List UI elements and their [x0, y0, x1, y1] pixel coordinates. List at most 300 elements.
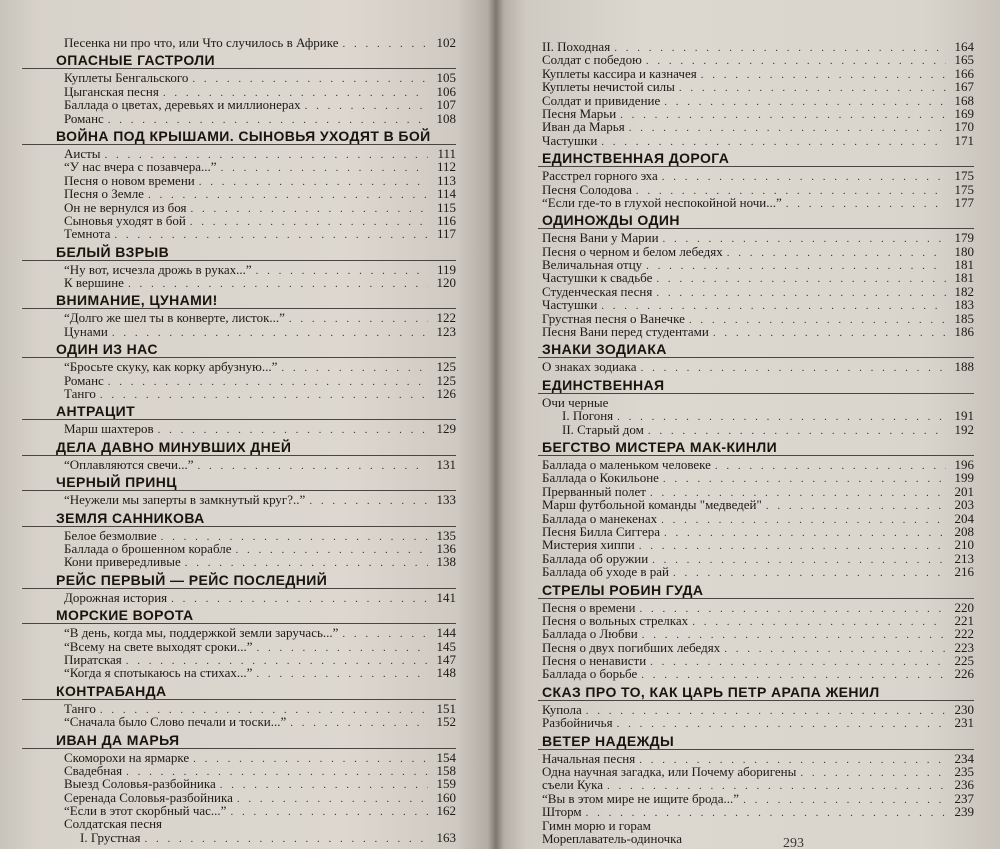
leader-dots — [192, 73, 428, 86]
toc-entry-title: Баллада о манекенах — [542, 510, 658, 526]
toc-entry-page: 192 — [954, 421, 974, 437]
section-heading: ДЕЛА ДАВНО МИНУВШИХ ДНЕЙ — [22, 439, 456, 456]
toc-entry-title: Песня Вани перед студентами — [542, 324, 709, 340]
toc-entry — [538, 312, 974, 325]
toc-entry-title: “Бросьте скуку, как корку арбузную...” — [64, 359, 278, 375]
toc-entry-page: 201 — [954, 483, 974, 499]
toc-entry-page: 136 — [436, 540, 456, 556]
toc-entry — [22, 374, 456, 387]
toc-entry-page: 177 — [954, 194, 974, 210]
section-heading: СКАЗ ПРО ТО, КАК ЦАРЬ ПЕТР АРАПА ЖЕНИЛ — [538, 684, 974, 701]
toc-entry-title: “Ну вот, исчезла дрожь в руках...” — [64, 261, 252, 277]
toc-entry-title: Частушки к свадьбе — [542, 270, 653, 286]
toc-entry-page: 210 — [954, 537, 974, 553]
leader-dots — [342, 628, 428, 641]
toc-entry — [538, 471, 974, 484]
leader-dots — [586, 705, 946, 718]
leader-dots — [679, 82, 946, 95]
toc-entry-page: 182 — [954, 283, 974, 299]
toc-entry — [22, 214, 456, 227]
leader-dots — [648, 425, 946, 438]
toc-entry-title: О знаках зодиака — [542, 359, 637, 375]
toc-entry — [22, 112, 456, 125]
toc-entry-page: 183 — [954, 297, 974, 313]
toc-entry-page: 152 — [436, 714, 456, 730]
toc-entry — [538, 641, 974, 654]
toc-entry-title: Баллада о Любви — [542, 626, 638, 642]
section-heading: ЗНАКИ ЗОДИАКА — [538, 341, 974, 358]
toc-entry — [538, 298, 974, 311]
toc-entry — [538, 183, 974, 196]
toc-entry-page: 236 — [954, 777, 974, 793]
toc-entry — [538, 169, 974, 182]
toc-entry-title: “Если в этот скорбный час...” — [64, 803, 227, 819]
leader-dots — [289, 313, 428, 326]
section-heading: АНТРАЦИТ — [22, 403, 456, 420]
toc-entry-page: 102 — [436, 35, 456, 50]
section-heading: ИВАН ДА МАРЬЯ — [22, 732, 456, 749]
toc-entry — [22, 147, 456, 160]
leader-dots — [197, 460, 428, 473]
toc-entry-title: Песенка ни про что, или Что случилось в Африке — [64, 35, 339, 50]
toc-entry-page: 125 — [436, 359, 456, 375]
toc-entry-page: 166 — [954, 65, 974, 81]
toc-entry — [538, 805, 974, 818]
toc-entry-page: 222 — [954, 626, 974, 642]
toc-entry-title: Белое безмолвие — [64, 527, 157, 543]
toc-entry — [538, 752, 974, 765]
toc-entry-title: Танго — [64, 386, 96, 402]
toc-entry — [22, 777, 456, 790]
toc-entry — [538, 485, 974, 498]
toc-entry — [538, 258, 974, 271]
toc-entry-page: 168 — [954, 92, 974, 108]
leader-dots — [114, 229, 428, 242]
toc-entry-title: Кони привередливые — [64, 554, 181, 570]
toc-entry-page: 141 — [436, 589, 456, 605]
toc-entry-page: 167 — [954, 79, 974, 95]
toc-entry-title: Купола — [542, 701, 582, 717]
toc-entry — [538, 325, 974, 338]
toc-entry-page: 208 — [954, 523, 974, 539]
section-heading: РЕЙС ПЕРВЫЙ — РЕЙС ПОСЛЕДНИЙ — [22, 572, 456, 589]
toc-entry-title: Песня Вани у Марии — [542, 230, 659, 246]
toc-entry-title: Грустная песня о Ванечке — [542, 310, 685, 326]
toc-entry-title: Разбойничья — [542, 715, 613, 731]
toc-entry-title: Баллада о Кокильоне — [542, 470, 659, 486]
leader-dots — [230, 806, 428, 819]
leader-dots — [641, 669, 946, 682]
leader-dots — [108, 376, 428, 389]
toc-entry-page: 231 — [954, 715, 974, 731]
toc-entry-title: Серенада Соловья-разбойника — [64, 789, 233, 805]
toc-entry-title: Иван да Марья — [542, 119, 625, 135]
toc-entry-page: 171 — [954, 132, 974, 148]
toc-entry-page: 107 — [436, 97, 456, 113]
toc-entry-page: 188 — [954, 359, 974, 375]
toc-entry — [538, 778, 974, 791]
toc-entry — [22, 702, 456, 715]
toc-entry — [22, 493, 456, 506]
toc-entry-page: 181 — [954, 270, 974, 286]
toc-entry — [22, 187, 456, 200]
toc-entry-page: 191 — [954, 408, 974, 424]
toc-entry-page: 203 — [954, 497, 974, 513]
toc-entry-title: Выезд Соловья-разбойника — [64, 776, 216, 792]
leader-dots — [158, 424, 428, 437]
toc-entry-page: 129 — [436, 421, 456, 437]
toc-entry — [538, 538, 974, 551]
toc-entry — [22, 360, 456, 373]
toc-entry — [22, 174, 456, 187]
section-heading: БЕЛЫЙ ВЗРЫВ — [22, 244, 456, 261]
toc-entry — [22, 764, 456, 777]
toc-entry — [538, 107, 974, 120]
toc-entry-page: 125 — [436, 372, 456, 388]
toc-entry — [22, 751, 456, 764]
leader-dots — [673, 567, 946, 580]
leader-dots — [620, 109, 946, 122]
toc-entry — [538, 94, 974, 107]
toc-entry-title: Он не вернулся из боя — [64, 199, 187, 215]
toc-entry — [22, 804, 456, 817]
leader-dots — [305, 100, 428, 113]
toc-entry-title: “Долго же шел ты в конверте, листок...” — [64, 310, 285, 326]
toc-entry — [538, 271, 974, 284]
toc-entry-title: Солдатская песня — [64, 816, 163, 832]
toc-entry-page: 196 — [954, 456, 974, 472]
toc-entry-page: 122 — [436, 310, 456, 326]
leader-dots — [185, 557, 428, 570]
toc-entry-title: Баллада об оружии — [542, 550, 649, 566]
toc-entry — [538, 832, 974, 845]
toc-entry-title: Песня Марьи — [542, 105, 617, 121]
toc-entry — [22, 276, 456, 289]
toc-entry-page: 216 — [954, 564, 974, 580]
section-heading: ЕДИНСТВЕННАЯ ДОРОГА — [538, 150, 974, 167]
leader-dots — [766, 500, 946, 513]
toc-entry-title: Романс — [64, 372, 104, 388]
toc-entry — [22, 791, 456, 804]
toc-entry — [538, 614, 974, 627]
toc-entry-page: 186 — [954, 324, 974, 340]
leader-dots — [652, 554, 946, 567]
toc-entry-page: 234 — [954, 750, 974, 766]
toc-entry-title: “Неужели мы заперты в замкнутый круг?..” — [64, 492, 306, 508]
leader-dots — [281, 362, 428, 375]
toc-entry-title: Баллада о брошенном корабле — [64, 540, 232, 556]
toc-entry-title: “У нас вчера с позавчера...” — [64, 159, 217, 175]
toc-entry — [22, 458, 456, 471]
leader-dots — [309, 495, 428, 508]
right-table-of-contents — [538, 40, 974, 845]
toc-entry-page: 144 — [436, 625, 456, 641]
toc-entry — [538, 703, 974, 716]
toc-entry-page: 220 — [954, 599, 974, 615]
toc-entry — [22, 542, 456, 555]
toc-entry-page: 114 — [436, 186, 456, 202]
toc-entry — [22, 85, 456, 98]
toc-entry — [22, 201, 456, 214]
toc-entry-page: 111 — [437, 145, 456, 161]
toc-entry-page: 120 — [436, 275, 456, 291]
leader-dots — [617, 411, 946, 424]
leader-dots — [112, 327, 428, 340]
toc-entry-title: Баллада о борьбе — [542, 666, 638, 682]
toc-entry — [538, 552, 974, 565]
toc-entry-title: II. Старый дом — [562, 421, 644, 437]
toc-entry-title: Мистерия хиппи — [542, 537, 635, 553]
toc-entry-page: 151 — [436, 700, 456, 716]
toc-entry-title: съели Кука — [542, 777, 604, 793]
toc-entry-page: 230 — [954, 701, 974, 717]
toc-entry — [538, 360, 974, 373]
leader-dots — [601, 136, 946, 149]
toc-entry-title: Шторм — [542, 804, 582, 820]
leader-dots — [715, 460, 946, 473]
toc-entry — [22, 555, 456, 568]
toc-entry-page: 175 — [954, 168, 974, 184]
toc-entry-page: 225 — [954, 653, 974, 669]
leader-dots — [656, 287, 946, 300]
toc-entry-page: 226 — [954, 666, 974, 682]
toc-entry — [22, 653, 456, 666]
toc-entry-title: Расстрел горного эха — [542, 168, 658, 184]
toc-entry — [22, 831, 456, 844]
toc-entry-title: “Вы в этом мире не ищите брода...” — [542, 790, 740, 806]
toc-entry — [538, 627, 974, 640]
toc-entry — [22, 71, 456, 84]
toc-entry-page: 108 — [436, 110, 456, 126]
toc-entry — [538, 458, 974, 471]
toc-entry — [22, 160, 456, 173]
toc-entry-title: Свадебная — [64, 762, 123, 778]
toc-entry-title: Одна научная загадка, или Почему аборигены — [542, 764, 797, 780]
toc-entry-title: “Оплавляются свечи...” — [64, 456, 194, 472]
leader-dots — [724, 643, 946, 656]
toc-entry-page: 164 — [954, 39, 974, 54]
toc-entry — [538, 565, 974, 578]
toc-entry — [22, 591, 456, 604]
toc-entry-title: Студенческая песня — [542, 283, 653, 299]
left-page — [0, 0, 496, 849]
leader-dots — [256, 265, 428, 278]
leader-dots — [614, 42, 946, 55]
toc-entry-page: 138 — [436, 554, 456, 570]
section-heading: ОДИН ИЗ НАС — [22, 341, 456, 358]
toc-entry-page: 175 — [954, 181, 974, 197]
toc-entry-title: Баллада об уходе в рай — [542, 564, 669, 580]
toc-entry-page: 116 — [436, 212, 456, 228]
toc-entry-title: Романс — [64, 110, 104, 126]
toc-entry — [538, 525, 974, 538]
toc-entry — [538, 67, 974, 80]
toc-entry-page: 158 — [436, 762, 456, 778]
toc-entry-page: 115 — [436, 199, 456, 215]
toc-entry-title: Баллада о цветах, деревьях и миллионерах — [64, 97, 301, 113]
page-number: 293 — [783, 836, 804, 849]
toc-entry-page: 159 — [436, 776, 456, 792]
toc-entry-page: 135 — [436, 527, 456, 543]
toc-entry-title: Сыновья уходят в бой — [64, 212, 186, 228]
left-table-of-contents — [22, 36, 456, 844]
leader-dots — [650, 656, 946, 669]
toc-entry — [22, 626, 456, 639]
toc-entry — [538, 396, 974, 409]
toc-entry-title: Цыганская песня — [64, 83, 159, 99]
toc-entry-page: 112 — [436, 159, 456, 175]
toc-entry-page: 235 — [954, 764, 974, 780]
toc-entry-title: Песня о времени — [542, 599, 636, 615]
leader-dots — [629, 122, 946, 135]
toc-entry-title: “Сначала было Слово печали и тоски...” — [64, 714, 287, 730]
toc-entry-title: “Когда я спотыкаюсь на стихах...” — [64, 665, 253, 681]
leader-dots — [236, 544, 429, 557]
toc-entry — [22, 666, 456, 679]
toc-entry-title: Песня о вольных стрелках — [542, 612, 689, 628]
leader-dots — [639, 540, 946, 553]
toc-entry — [538, 716, 974, 729]
leader-dots — [743, 794, 946, 807]
toc-entry — [22, 36, 456, 49]
section-heading: ОДИНОЖДЫ ОДИН — [538, 212, 974, 229]
toc-entry — [22, 311, 456, 324]
toc-entry-page: 160 — [436, 789, 456, 805]
toc-entry — [538, 423, 974, 436]
toc-entry-page: 180 — [954, 243, 974, 259]
toc-entry-page: 123 — [436, 323, 456, 339]
toc-entry-page: 126 — [436, 386, 456, 402]
toc-entry — [538, 601, 974, 614]
toc-entry-page: 147 — [436, 651, 456, 667]
toc-entry-title: Танго — [64, 700, 96, 716]
toc-entry-title: “В день, когда мы, поддержкой земли заручась...” — [64, 625, 339, 641]
leader-dots — [257, 642, 429, 655]
toc-entry-page: 163 — [436, 829, 456, 845]
toc-entry-title: Частушки — [542, 297, 598, 313]
toc-entry-page: 221 — [954, 612, 974, 628]
leader-dots — [148, 189, 428, 202]
toc-entry-title: Солдат и привидение — [542, 92, 661, 108]
section-heading: ЗЕМЛЯ САННИКОВА — [22, 510, 456, 527]
section-heading: БЕГСТВО МИСТЕРА МАК-КИНЛИ — [538, 439, 974, 456]
toc-entry — [538, 80, 974, 93]
toc-entry-title: Песня Билла Сиггера — [542, 523, 661, 539]
toc-entry-title: Песня о Земле — [64, 186, 144, 202]
toc-entry-title: Песня о ненависти — [542, 653, 647, 669]
toc-entry-page: 170 — [954, 119, 974, 135]
toc-entry-title: II. Походная — [542, 39, 611, 54]
leader-dots — [662, 171, 946, 184]
toc-entry-title: Баллада о маленьком человеке — [542, 456, 711, 472]
toc-entry — [22, 422, 456, 435]
toc-entry-title: Песня Солодова — [542, 181, 632, 197]
toc-entry — [538, 40, 974, 53]
section-heading: ЧЕРНЫЙ ПРИНЦ — [22, 474, 456, 491]
toc-entry-page: 145 — [436, 638, 456, 654]
toc-entry — [22, 640, 456, 653]
toc-entry-page: 185 — [954, 310, 974, 326]
toc-entry-title: Куплеты кассира и казначея — [542, 65, 697, 81]
toc-entry — [538, 409, 974, 422]
toc-entry — [22, 387, 456, 400]
section-heading: СТРЕЛЫ РОБИН ГУДА — [538, 582, 974, 599]
toc-entry — [538, 134, 974, 147]
toc-entry-page: 148 — [436, 665, 456, 681]
toc-entry-page: 199 — [954, 470, 974, 486]
toc-entry-title: Частушки — [542, 132, 598, 148]
right-page — [496, 0, 1000, 849]
leader-dots — [221, 162, 428, 175]
toc-entry-title: Величальная отцу — [542, 257, 643, 273]
toc-entry-title: Темнота — [64, 226, 111, 242]
toc-entry-title: Песня о двух погибших лебедях — [542, 639, 721, 655]
leader-dots — [689, 314, 946, 327]
leader-dots — [190, 216, 428, 229]
toc-entry-page: 133 — [436, 492, 456, 508]
toc-entry-title: Марш шахтеров — [64, 421, 154, 437]
toc-entry-title: Песня о черном и белом лебедях — [542, 243, 723, 259]
toc-entry-page: 117 — [436, 226, 456, 242]
section-heading: ВНИМАНИЕ, ЦУНАМИ! — [22, 292, 456, 309]
leader-dots — [199, 176, 428, 189]
toc-entry-page: 154 — [436, 749, 456, 765]
toc-entry-page: 169 — [954, 105, 974, 121]
toc-entry-title: Куплеты нечистой силы — [542, 79, 675, 95]
toc-entry-title: Прерванный полет — [542, 483, 646, 499]
leader-dots — [713, 327, 946, 340]
toc-entry-title: Дорожная история — [64, 589, 168, 605]
toc-entry-page: 119 — [436, 261, 456, 277]
section-heading: ВОЙНА ПОД КРЫШАМИ. СЫНОВЬЯ УХОДЯТ В БОЙ — [22, 128, 456, 145]
leader-dots — [701, 69, 946, 82]
leader-dots — [663, 473, 946, 486]
leader-dots — [656, 273, 946, 286]
toc-entry-title: Цунами — [64, 323, 108, 339]
toc-entry-page: 204 — [954, 510, 974, 526]
section-heading: МОРСКИЕ ВОРОТА — [22, 607, 456, 624]
leader-dots — [128, 278, 428, 291]
toc-entry — [22, 715, 456, 728]
toc-entry — [538, 654, 974, 667]
leader-dots — [664, 96, 946, 109]
toc-entry — [538, 512, 974, 525]
section-heading: КОНТРАБАНДА — [22, 683, 456, 700]
toc-entry-title: Скоморохи на ярмарке — [64, 749, 190, 765]
toc-entry — [538, 245, 974, 258]
toc-entry — [538, 667, 974, 680]
leader-dots — [692, 616, 946, 629]
toc-entry — [22, 263, 456, 276]
toc-entry-title: Очи черные — [542, 394, 609, 410]
leader-dots — [290, 717, 428, 730]
leader-dots — [190, 203, 428, 216]
toc-entry-page: 113 — [436, 172, 456, 188]
toc-entry-title: Мореплаватель-одиночка — [542, 830, 683, 846]
leader-dots — [664, 527, 946, 540]
toc-entry-page: 223 — [954, 639, 974, 655]
toc-entry-page: 165 — [954, 52, 974, 68]
leader-dots — [220, 779, 428, 792]
toc-entry — [538, 498, 974, 511]
toc-entry-title: I. Грустная — [80, 829, 141, 845]
toc-entry-title: Аисты — [64, 145, 101, 161]
toc-entry-title: Песня о новом времени — [64, 172, 195, 188]
toc-entry-title: Начальная песня — [542, 750, 636, 766]
toc-entry-title: Гимн морю и горам — [542, 817, 651, 833]
leader-dots — [193, 753, 428, 766]
toc-entry — [22, 325, 456, 338]
